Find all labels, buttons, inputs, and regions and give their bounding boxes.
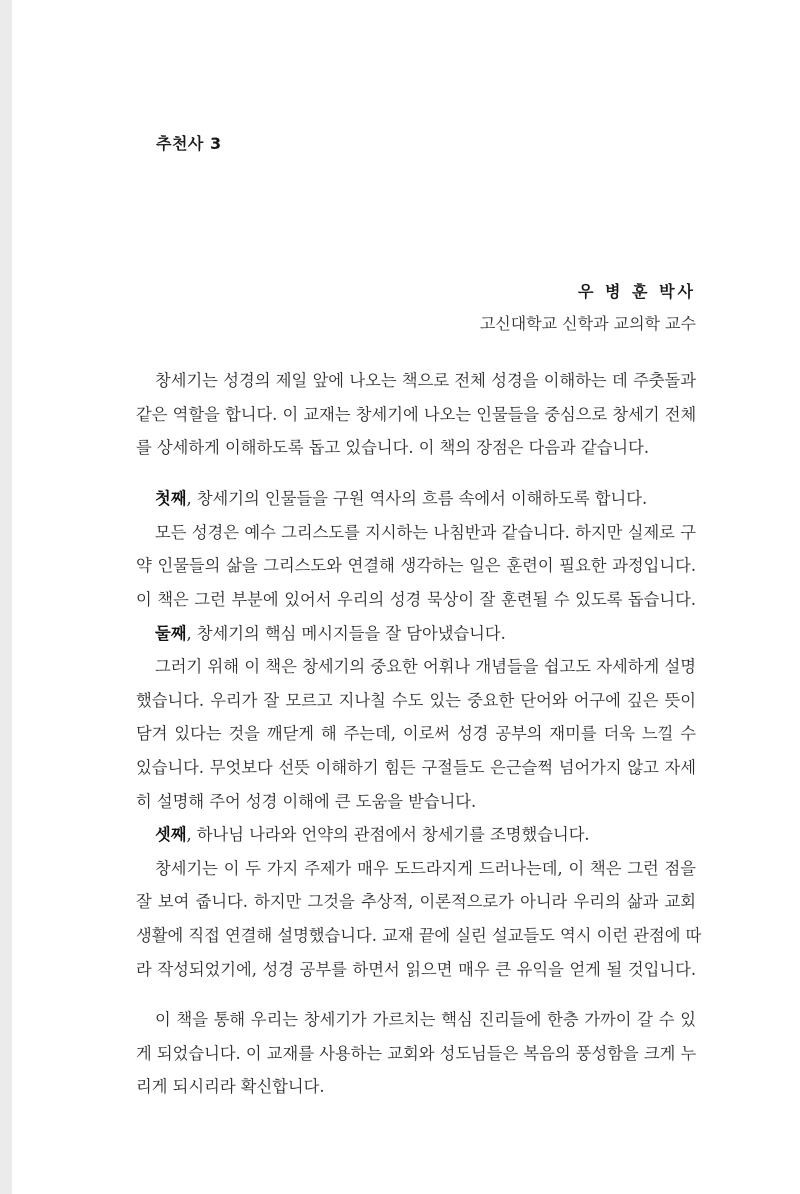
- paragraph-line: 같은 역할을 합니다. 이 교재는 창세기에 나오는 인물들을 중심으로 창세기 전체: [136, 405, 697, 424]
- author-name: 우 병 훈 박사: [578, 282, 696, 301]
- paragraph-line: 했습니다. 우리가 잘 모르고 지나칠 수도 있는 중요한 단어와 어구에 깊은 뜻이: [136, 691, 696, 710]
- point-text-second: , 창세기의 핵심 메시지들을 잘 담아냈습니다.: [186, 624, 506, 643]
- paragraph-line: 이 책은 그런 부분에 있어서 우리의 성경 묵상이 잘 훈련될 수 있도록 돕습니다.: [136, 590, 696, 609]
- paragraph-line: 모든 성경은 예수 그리스도를 지시하는 나침반과 같습니다. 하지만 실제로 구: [155, 523, 696, 542]
- point-heading-first: [136, 489, 696, 509]
- paragraph-line: 이 책을 통해 우리는 창세기가 가르치는 핵심 진리들에 한층 가까이 갈 수 있: [155, 1010, 696, 1029]
- point-heading-third: [136, 825, 696, 845]
- point-text-third: , 하나님 나라와 언약의 관점에서 창세기를 조명했습니다.: [186, 825, 590, 844]
- paragraph-line: 그러기 위해 이 책은 창세기의 중요한 어휘나 개념들을 쉽고도 자세하게 설명: [155, 657, 696, 676]
- section-title: 추천사 3: [156, 134, 222, 153]
- paragraph-line: 생활에 직접 연결해 설명했습니다. 교재 끝에 실린 설교들도 역시 이런 관점에 따: [136, 926, 702, 945]
- point-heading-second: [136, 624, 696, 644]
- paragraph-line: 창세기는 이 두 가지 주제가 매우 도드라지게 드러나는데, 이 책은 그런 점을: [155, 859, 696, 878]
- point-label-third: 셋째: [155, 825, 187, 844]
- paragraph-line: 담겨 있다는 것을 깨닫게 해 주는데, 이로써 성경 공부의 재미를 더욱 느낄 수: [136, 724, 696, 743]
- point-text-first: , 창세기의 인물들을 구원 역사의 흐름 속에서 이해하도록 합니다.: [186, 489, 648, 508]
- paragraph-line: 를 상세하게 이해하도록 돕고 있습니다. 이 책의 장점은 다음과 같습니다.: [136, 438, 650, 457]
- paragraph-line: 게 되었습니다. 이 교재를 사용하는 교회와 성도님들은 복음의 풍성함을 크게 누: [136, 1044, 697, 1063]
- point-label-second: 둘째: [155, 624, 187, 643]
- author-affiliation: 고신대학교 신학과 교의학 교수: [479, 314, 696, 333]
- paragraph-line: 라 작성되었기에, 성경 공부를 하면서 읽으면 매우 큰 유익을 얻게 될 것입니다.: [136, 960, 696, 979]
- paragraph-line: 있습니다. 무엇보다 선뜻 이해하기 힘든 구절들도 은근슬쩍 넘어가지 않고 자세: [136, 758, 696, 777]
- paragraph-line: 창세기는 성경의 제일 앞에 나오는 책으로 전체 성경을 이해하는 데 주춧돌과: [155, 371, 696, 390]
- paragraph-line: 히 설명해 주어 성경 이해에 큰 도움을 받습니다.: [136, 792, 477, 811]
- paragraph-line: 잘 보여 줍니다. 하지만 그것을 추상적, 이론적으로가 아니라 우리의 삶과 교회: [136, 892, 696, 911]
- paragraph-line: 약 인물들의 삶을 그리스도와 연결해 생각하는 일은 훈련이 필요한 과정입니다.: [136, 556, 696, 575]
- paragraph-line: 리게 되시리라 확신합니다.: [136, 1077, 325, 1096]
- point-label-first: 첫째: [155, 489, 187, 508]
